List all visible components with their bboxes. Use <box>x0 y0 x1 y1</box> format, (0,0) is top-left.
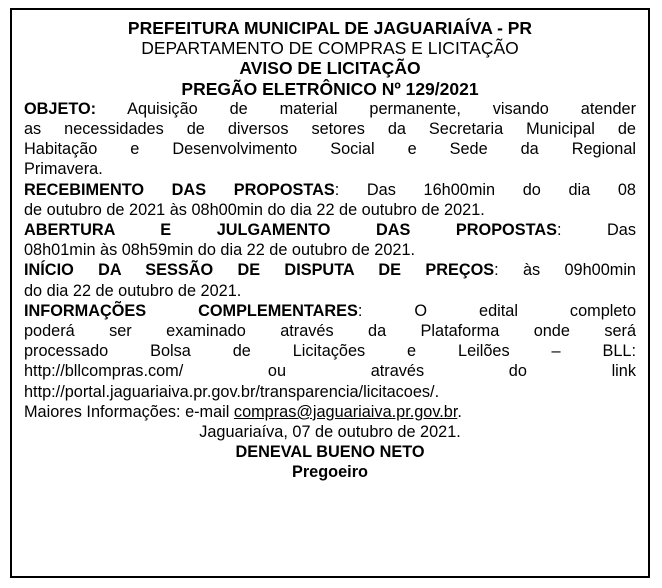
objeto-label: OBJETO: <box>24 99 97 118</box>
contato-prefix: Maiores Informações: e-mail <box>24 402 234 421</box>
objeto-text-1: Aquisição de material permanente, visando atender <box>96 99 636 118</box>
informacoes-text-1: : O edital completo <box>357 301 636 320</box>
abertura-label: ABERTURA E JULGAMENTO DAS PROPOSTAS <box>24 221 557 240</box>
objeto-line-2: as necessidades de diversos setores da Secretaria Municipal de <box>24 120 636 139</box>
inicio-line-2: do dia 22 de outubro de 2021. <box>24 281 242 300</box>
footer-role: Pregoeiro <box>291 463 368 482</box>
informacoes-line-5: http://portal.jaguariaiva.pr.gov.br/transparencia/licitacoes/. <box>24 382 440 401</box>
header-pregao: PREGÃO ELETRÔNICO Nº 129/2021 <box>181 78 479 99</box>
inicio-text-1: : às 09h00min <box>494 261 636 280</box>
header-departamento: DEPARTAMENTO DE COMPRAS E LICITAÇÃO <box>141 38 519 59</box>
contato-suffix: . <box>457 402 462 421</box>
objeto-line-4: Primavera. <box>24 160 103 179</box>
informacoes-line-1 <box>24 301 636 321</box>
recebimento-text-1: : Das 16h00min do dia 08 <box>334 180 636 199</box>
informacoes-label: INFORMAÇÕES COMPLEMENTARES <box>24 301 358 320</box>
footer-date: Jaguariaíva, 07 de outubro de 2021. <box>199 423 461 442</box>
recebimento-line-1 <box>24 180 636 200</box>
email-link[interactable]: compras@jaguariaiva.pr.gov.br <box>233 402 458 421</box>
header-aviso: AVISO DE LICITAÇÃO <box>239 58 421 79</box>
recebimento-label: RECEBIMENTO DAS PROPOSTAS <box>24 180 335 199</box>
informacoes-line-3: processado Bolsa de Licitações e Leilões – BLL: <box>24 342 636 361</box>
informacoes-line-2: poderá ser examinado através da Plataforma onde será <box>24 322 636 341</box>
inicio-line-1 <box>24 260 636 280</box>
contato-line <box>24 402 636 422</box>
abertura-text-1: : Das <box>556 221 636 240</box>
header-prefeitura: PREFEITURA MUNICIPAL DE JAGUARIAÍVA - PR <box>127 18 533 38</box>
objeto-line-1 <box>24 99 636 119</box>
footer-name: DENEVAL BUENO NETO <box>235 443 425 462</box>
recebimento-line-2: de outubro de 2021 às 08h00min do dia 22 de outubro de 2021. <box>24 200 485 219</box>
inicio-label: INÍCIO DA SESSÃO DE DISPUTA DE PREÇOS <box>24 261 495 280</box>
informacoes-line-4: http://bllcompras.com/ ou através do link <box>24 362 636 381</box>
objeto-line-3: Habitação e Desenvolvimento Social e Sede da Regional <box>24 140 636 159</box>
notice-document <box>10 8 650 578</box>
abertura-line-1 <box>24 220 636 240</box>
abertura-line-2: 08h01min às 08h59min do dia 22 de outubro de 2021. <box>24 241 416 260</box>
